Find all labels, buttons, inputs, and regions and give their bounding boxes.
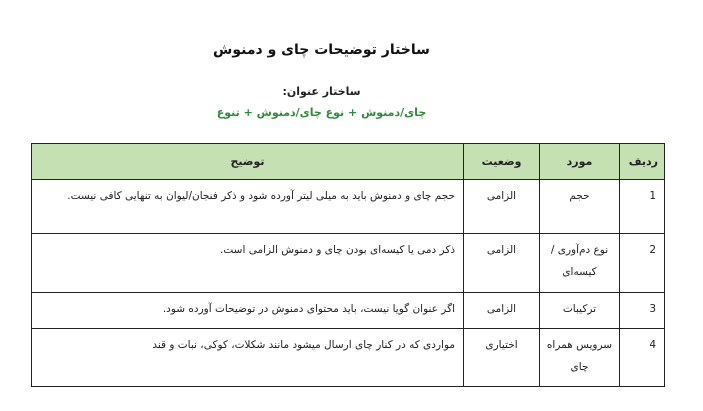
table-row	[32, 329, 665, 387]
table-row	[32, 180, 665, 234]
row-num: 4	[620, 329, 665, 387]
row-status: الزامی	[464, 293, 540, 329]
header-item: مورد	[540, 144, 620, 180]
title-structure-formula: چای/دمنوش + نوع چای/دمنوش + تنوع	[216, 106, 427, 119]
row-item: حجم	[540, 180, 620, 234]
table-row	[32, 293, 665, 329]
spec-table	[31, 143, 665, 387]
row-desc: مواردی که در کنار چای ارسال میشود مانند شکلات، کوکی، نبات و قند	[32, 329, 464, 387]
row-item: نوع دم‌آوری / کیسه‌ای	[540, 234, 620, 293]
row-status: الزامی	[464, 234, 540, 293]
table-row	[32, 234, 665, 293]
header-status: وضعیت	[464, 144, 540, 180]
page-title: ساختار توضیحات چای و دمنوش	[213, 42, 430, 58]
row-num: 1	[620, 180, 665, 234]
title-structure-label: ساختار عنوان:	[282, 85, 361, 98]
row-desc: حجم چای و دمنوش باید به میلی لیتر آورده شود و ذکر فنجان/لیوان به تنهایی کافی نیست.	[32, 180, 464, 234]
row-item: سرویس همراه چای	[540, 329, 620, 387]
row-status: اختیاری	[464, 329, 540, 387]
row-num: 3	[620, 293, 665, 329]
row-desc: اگر عنوان گویا نیست، باید محتوای دمنوش در توضیحات آورده شود.	[32, 293, 464, 329]
row-item: ترکیبات	[540, 293, 620, 329]
row-desc: ذکر دمی یا کیسه‌ای بودن چای و دمنوش الزامی است.	[32, 234, 464, 293]
row-num: 2	[620, 234, 665, 293]
header-num: ردیف	[620, 144, 665, 180]
row-status: الزامی	[464, 180, 540, 234]
table-header-row	[32, 144, 665, 180]
header-desc: توضیح	[32, 144, 464, 180]
